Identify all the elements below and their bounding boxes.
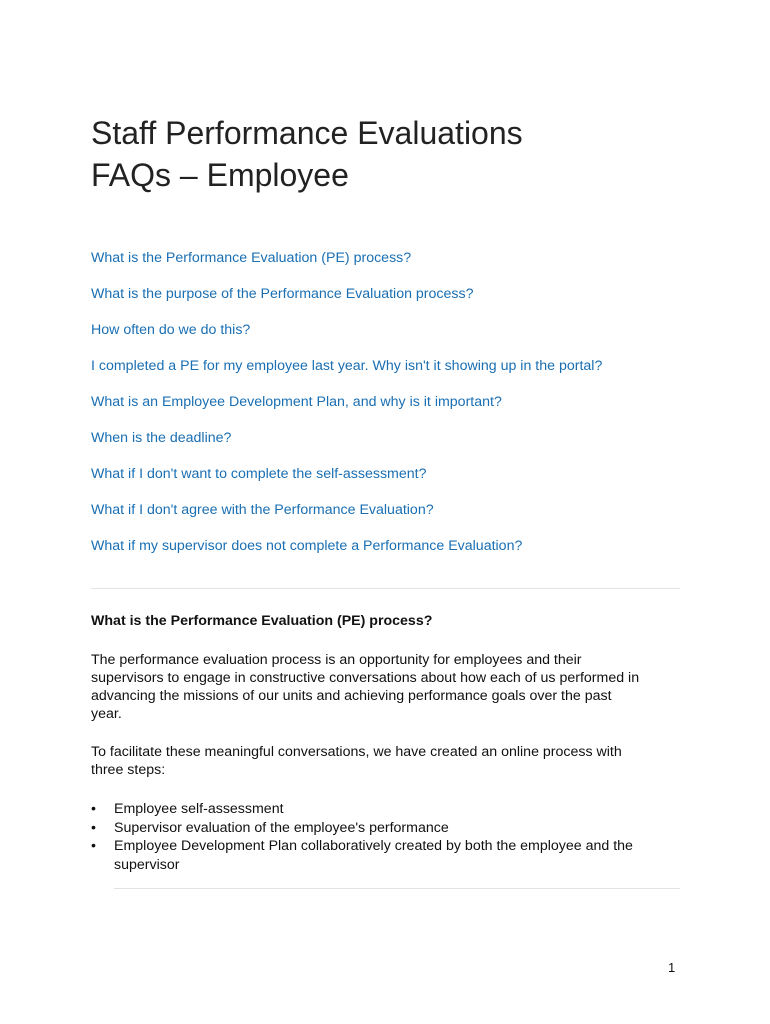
toc-item (91, 320, 602, 356)
toc-item (91, 392, 602, 428)
toc-link-development-plan[interactable]: What is an Employee Development Plan, and why is it important? (91, 394, 502, 410)
bullet-item (91, 819, 633, 838)
section-heading: What is the Performance Evaluation (PE) process? (91, 613, 433, 629)
toc-link-purpose[interactable]: What is the purpose of the Performance Evaluation process? (91, 286, 474, 302)
toc-link-how-often[interactable]: How often do we do this? (91, 322, 251, 338)
toc-link-deadline[interactable]: When is the deadline? (91, 430, 232, 446)
page-title-line-1: Staff Performance Evaluations (91, 115, 523, 151)
page-number: 1 (668, 960, 676, 975)
toc-link-self-assessment[interactable]: What if I don't want to complete the self-assessment? (91, 466, 427, 482)
bullet-item (91, 800, 633, 819)
toc-item (91, 356, 602, 392)
bullet-line: supervisor (114, 856, 180, 873)
paragraph-line: The performance evaluation process is an opportunity for employees and their (91, 652, 582, 668)
paragraph-line: three steps: (91, 762, 166, 778)
steps-bullet-list (91, 800, 633, 874)
toc-item (91, 248, 602, 284)
toc-item (91, 500, 602, 536)
toc-link-disagree[interactable]: What if I don't agree with the Performance Evaluation? (91, 502, 434, 518)
paragraph-line: year. (91, 706, 122, 722)
faq-table-of-contents (91, 248, 602, 572)
page-title (91, 112, 691, 196)
bullet-line: • Employee self-assessment (114, 801, 284, 817)
paragraph-line: supervisors to engage in constructive conversations about how each of us performed in (91, 670, 640, 686)
section-divider (114, 888, 680, 889)
toc-item (91, 428, 602, 464)
toc-link-supervisor-incomplete[interactable]: What if my supervisor does not complete a Performance Evaluation? (91, 538, 523, 554)
section-paragraph (91, 651, 691, 723)
toc-item (91, 284, 602, 320)
section-paragraph (91, 743, 691, 779)
page-title-line-2: FAQs – Employee (91, 157, 349, 193)
toc-item (91, 536, 602, 572)
bullet-item (91, 837, 633, 874)
toc-link-pe-process[interactable]: What is the Performance Evaluation (PE) process? (91, 250, 412, 266)
bullet-line: • Supervisor evaluation of the employee's performance (114, 819, 449, 836)
paragraph-line: advancing the missions of our units and achieving performance goals over the past (91, 688, 612, 704)
section-divider (91, 588, 680, 589)
paragraph-line: To facilitate these meaningful conversations, we have created an online process with (91, 744, 622, 760)
bullet-line: • Employee Development Plan collaboratively created by both the employee and the (114, 838, 633, 854)
toc-item (91, 464, 602, 500)
toc-link-portal[interactable]: I completed a PE for my employee last year. Why isn't it showing up in the portal? (91, 358, 603, 374)
